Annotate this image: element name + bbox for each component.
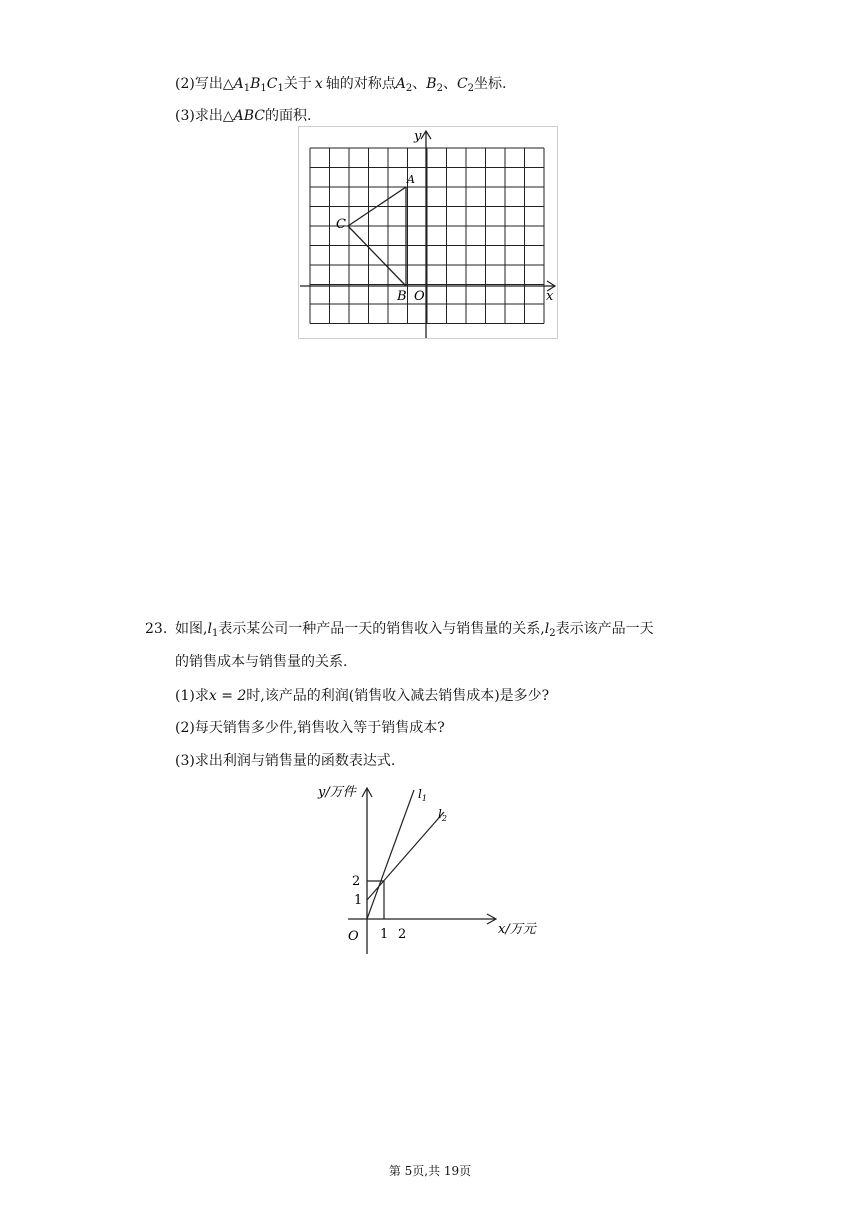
math: [234, 76, 284, 92]
var-b1: B: [250, 76, 261, 92]
text: 轴的对称点: [325, 76, 396, 92]
var-a2: A: [395, 76, 406, 92]
q22-part3: [175, 106, 311, 126]
x-tick-2: 2: [398, 927, 407, 942]
math: [207, 621, 218, 637]
q23-graph-figure: [310, 780, 550, 960]
line-l2: [367, 812, 444, 900]
var-x: x: [314, 76, 323, 92]
text: 如图,: [175, 621, 208, 637]
var-a1: A: [233, 76, 244, 92]
var-l1: l: [207, 621, 212, 637]
sub: 2: [467, 83, 475, 94]
var-c1: C: [266, 76, 278, 92]
var-l2: l: [544, 621, 550, 637]
label-a: A: [407, 173, 415, 186]
x-tick-1: 1: [380, 927, 389, 942]
sub: 1: [277, 83, 284, 94]
q23-part1: [175, 686, 549, 706]
text: (1)求: [175, 688, 209, 704]
label-y: y: [414, 129, 422, 144]
text: 、: [442, 76, 457, 92]
sub: 1: [243, 83, 251, 94]
label-l2: $l_2$: [438, 807, 447, 823]
math: [396, 76, 413, 92]
q22-part2: [175, 74, 507, 99]
sub: 2: [549, 628, 556, 639]
sub: 1: [260, 83, 267, 94]
var-b2: B: [426, 76, 437, 92]
origin-label: O: [348, 929, 359, 944]
math: [457, 76, 474, 92]
text: (2)写出△: [175, 76, 234, 92]
text: (3)求出△: [175, 108, 234, 124]
text: 坐标.: [474, 76, 507, 92]
q23-stem-line2: 的销售成本与销售量的关系.: [175, 654, 348, 670]
y-axis-label: y/万件: [318, 785, 356, 800]
sub: 2: [405, 83, 413, 94]
q23-number: 23.: [145, 621, 168, 637]
math: [545, 621, 556, 637]
math: [426, 76, 443, 92]
label-o: O: [414, 289, 425, 304]
equation: x = 2: [208, 688, 247, 704]
label-b: B: [397, 289, 407, 304]
text: 时,该产品的利润(销售收入减去销售成本)是多少?: [246, 688, 550, 704]
label-l1: $l_1$: [418, 787, 427, 803]
sub: 1: [211, 628, 219, 639]
label-c: C: [336, 217, 346, 232]
q23-part3: (3)求出利润与销售量的函数表达式.: [175, 753, 396, 769]
page-footer: 第 5页,共 19页: [388, 1164, 472, 1178]
q23-part2: (2)每天销售多少件,销售收入等于销售成本?: [175, 720, 445, 736]
figure-frame: [299, 127, 558, 339]
y-tick-2: 2: [352, 874, 361, 889]
text: 表示某公司一种产品一天的销售收入与销售量的关系,: [218, 621, 545, 637]
x-axis-label: x/万元: [498, 922, 536, 937]
text: 的面积.: [264, 108, 312, 124]
sub: 2: [436, 83, 443, 94]
text: 、: [412, 76, 427, 92]
q22-grid-figure: [298, 126, 560, 340]
label-x: x: [546, 289, 554, 304]
var-c2: C: [456, 76, 468, 92]
text: 关于: [283, 76, 312, 92]
text: 表示该产品一天: [555, 621, 654, 637]
var-abc: ABC: [233, 108, 265, 124]
y-tick-1: 1: [354, 893, 363, 908]
q23-stem-line1: [175, 619, 654, 644]
